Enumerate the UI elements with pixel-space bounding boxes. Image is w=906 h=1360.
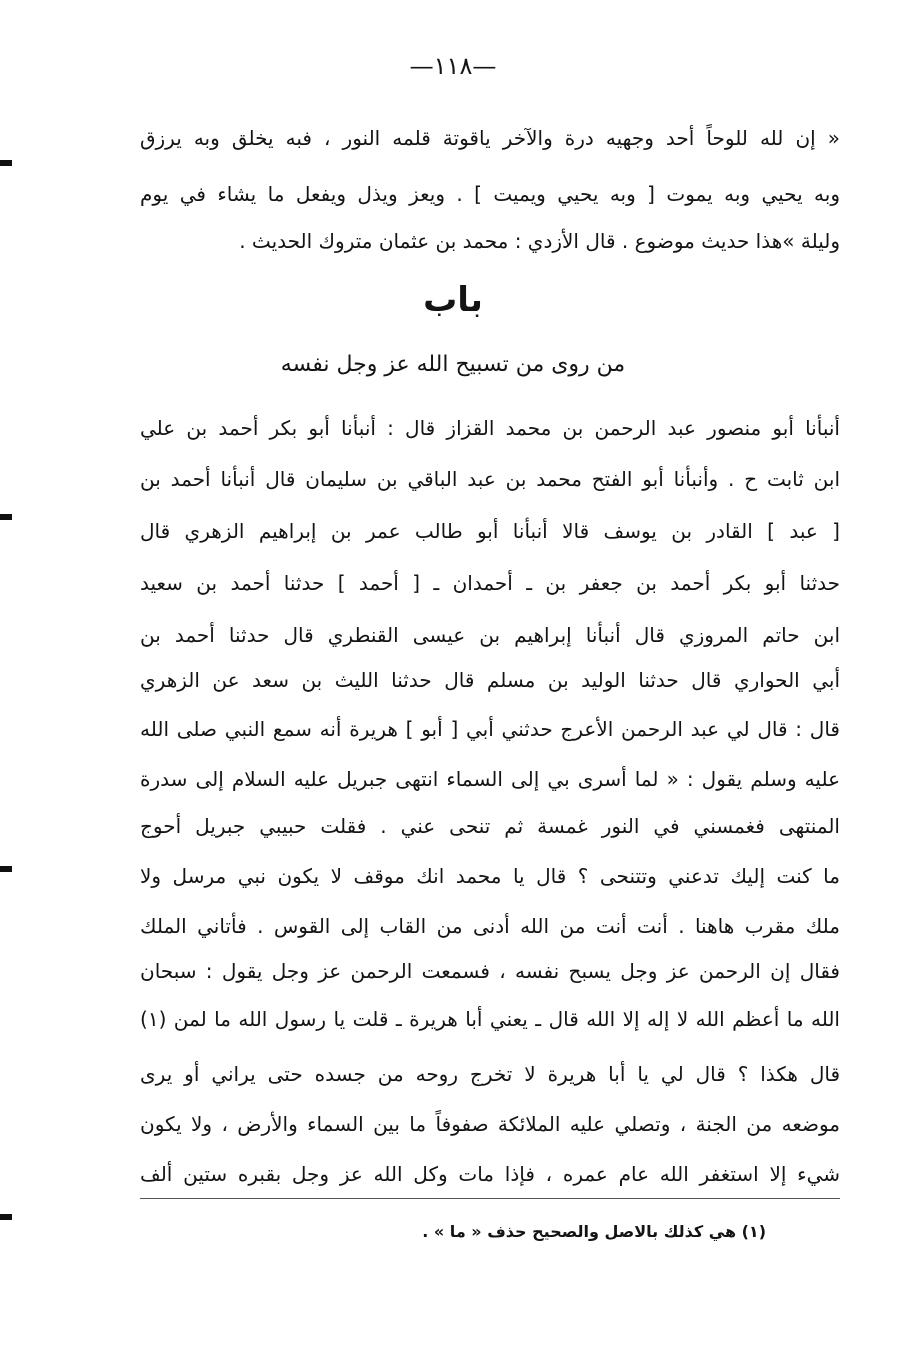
- body-line: المنتهى فغمسني في النور غمسة ثم تنحى عني . فقلت حبيبي جبريل أحوج: [140, 814, 840, 838]
- body-line: قال هكذا ؟ قال لي يا أبا هريرة لا تخرج روحه من جسده حتى يراني أو يرى: [140, 1062, 840, 1086]
- margin-mark: [0, 1214, 12, 1220]
- footnote-divider: [140, 1198, 840, 1199]
- body-line: حدثنا أبو بكر أحمد بن جعفر بن ـ أحمدان ـ [ أحمد ] حدثنا أحمد بن سعيد: [140, 571, 840, 595]
- intro-line: وبه يحيي وبه يموت [ وبه يحيي ويميت ] . ويعز ويذل ويفعل ما يشاء في يوم: [140, 182, 840, 206]
- body-line: ابن ثابت ح . وأنبأنا أبو الفتح محمد بن عبد الباقي بن سليمان قال أنبأنا أحمد بن: [140, 467, 840, 491]
- chapter-title: باب: [423, 280, 483, 320]
- intro-line: وليلة »هذا حديث موضوع . قال الأزدي : محمد بن عثمان متروك الحديث .: [239, 229, 840, 253]
- body-line: عليه وسلم يقول : « لما أسرى بي إلى السماء انتهى جبريل عليه السلام إلى سدرة: [140, 767, 840, 791]
- intro-line: « إن لله للوحاً أحد وجهيه درة والآخر ياقوتة قلمه النور ، فبه يخلق وبه يرزق: [140, 126, 840, 150]
- page-number: —١١٨—: [409, 52, 497, 80]
- margin-mark: [0, 514, 12, 520]
- body-line: فقال إن الرحمن عز وجل يسبح نفسه ، فسمعت الرحمن عز وجل يقول : سبحان: [140, 959, 840, 983]
- body-line: قال : قال لي عبد الرحمن الأعرج حدثني أبي [ أبو ] هريرة أنه سمع النبي صلى الله: [140, 717, 840, 741]
- body-line: أنبأنا أبو منصور عبد الرحمن بن محمد القزاز قال : أنبأنا أبو بكر أحمد بن علي: [140, 416, 840, 440]
- chapter-subtitle: من روى من تسبيح الله عز وجل نفسه: [280, 352, 626, 377]
- margin-mark: [0, 160, 12, 166]
- body-line: موضعه من الجنة ، وتصلي عليه الملائكة صفوفاً ما بين السماء والأرض ، ولا يكون: [140, 1112, 840, 1136]
- body-line: ملك مقرب هاهنا . أنت أنت من الله أدنى من القاب إلى القوس . فأتاني الملك: [140, 914, 840, 938]
- body-line: الله ما أعظم الله لا إله إلا الله قال ـ يعني أبا هريرة ـ قلت يا رسول الله ما لمن (١): [140, 1007, 840, 1031]
- body-line: أبي الحواري قال حدثنا الوليد بن مسلم قال حدثنا الليث بن سعد عن الزهري: [140, 668, 840, 692]
- footnote: (١) هي كذلك بالاصل والصحيح حذف « ما » .: [422, 1222, 766, 1241]
- margin-mark: [0, 866, 12, 872]
- body-line: شيء إلا استغفر الله عام عمره ، فإذا مات وكل الله عز وجل بقبره ستين ألف: [140, 1162, 840, 1186]
- body-line: ما كنت إليك تدعني وتتنحى ؟ قال يا محمد انك موقف لا يكون نبي مرسل ولا: [140, 864, 840, 888]
- body-line: [ عبد ] القادر بن يوسف قالا أنبأنا أبو طالب عمر بن إبراهيم الزهري قال: [140, 519, 840, 543]
- body-line: ابن حاتم المروزي قال أنبأنا إبراهيم بن عيسى القنطري قال حدثنا أحمد بن: [140, 623, 840, 647]
